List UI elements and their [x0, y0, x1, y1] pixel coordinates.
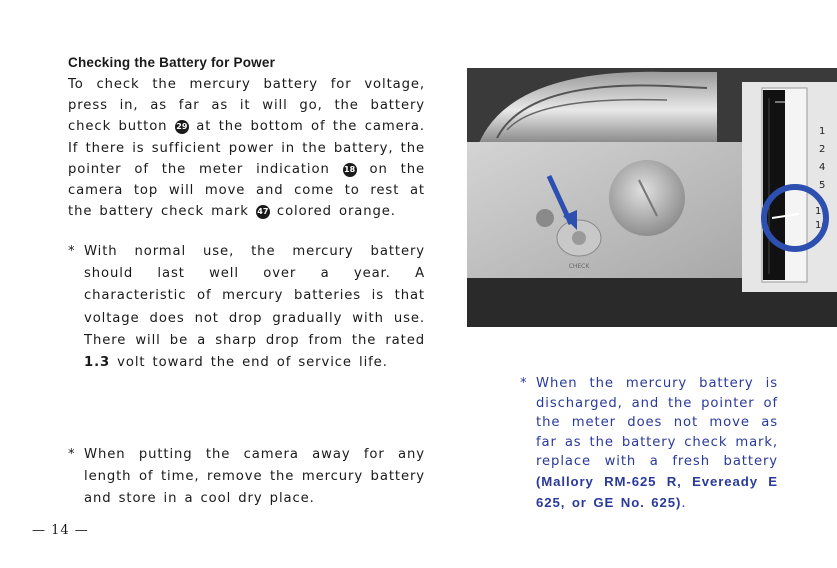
main-paragraph: To check the mercury battery for voltage, press in, as far as it will go, the battery check button 29 at the bottom of the camera. If there is sufficient power in the battery, the pointer of the meter indication 18 on the camera top will move and come to rest at the battery check mark 47 colored orange. — [68, 77, 425, 220]
svg-text:2: 2 — [819, 144, 826, 155]
note-battery-life: * With normal use, the mercury battery should last well over a year. A characteristic of mercury batteries is that voltage does not drop gradually with use. There will be a sharp drop from the rated 1.3 volt toward the end of service life. — [68, 241, 425, 374]
note-storage: * When putting the camera away for any length of time, remove the mercury battery and store in a cool dry place. — [68, 444, 425, 511]
asterisk-icon: * — [68, 244, 76, 259]
note-replace-battery: * When the mercury battery is discharged, and the pointer of the meter does not move as far as the battery check mark, replace with a fresh battery (Mallory RM-625 R, Eveready E 625, or GE No. 625). — [520, 376, 778, 511]
rated-voltage: 1.3 — [84, 355, 111, 371]
svg-text:1: 1 — [819, 126, 826, 137]
asterisk-icon: * — [68, 447, 76, 462]
camera-photo — [467, 68, 837, 327]
ref-marker-18: 18 — [343, 163, 357, 177]
ref-marker-29: 29 — [175, 120, 189, 134]
page-number: — 14 — — [32, 523, 89, 538]
svg-text:11: 11 — [815, 206, 828, 217]
check-label: CHECK — [568, 263, 590, 270]
svg-text:16: 16 — [815, 220, 828, 231]
ref-marker-47: 47 — [256, 205, 270, 219]
battery-models: (Mallory RM-625 R, Eveready E 625, or GE No. 625) — [536, 473, 778, 510]
section-heading: Checking the Battery for Power — [68, 55, 276, 70]
svg-text:5: 5 — [819, 180, 826, 191]
asterisk-icon: * — [520, 376, 528, 391]
svg-text:4: 4 — [819, 162, 826, 173]
